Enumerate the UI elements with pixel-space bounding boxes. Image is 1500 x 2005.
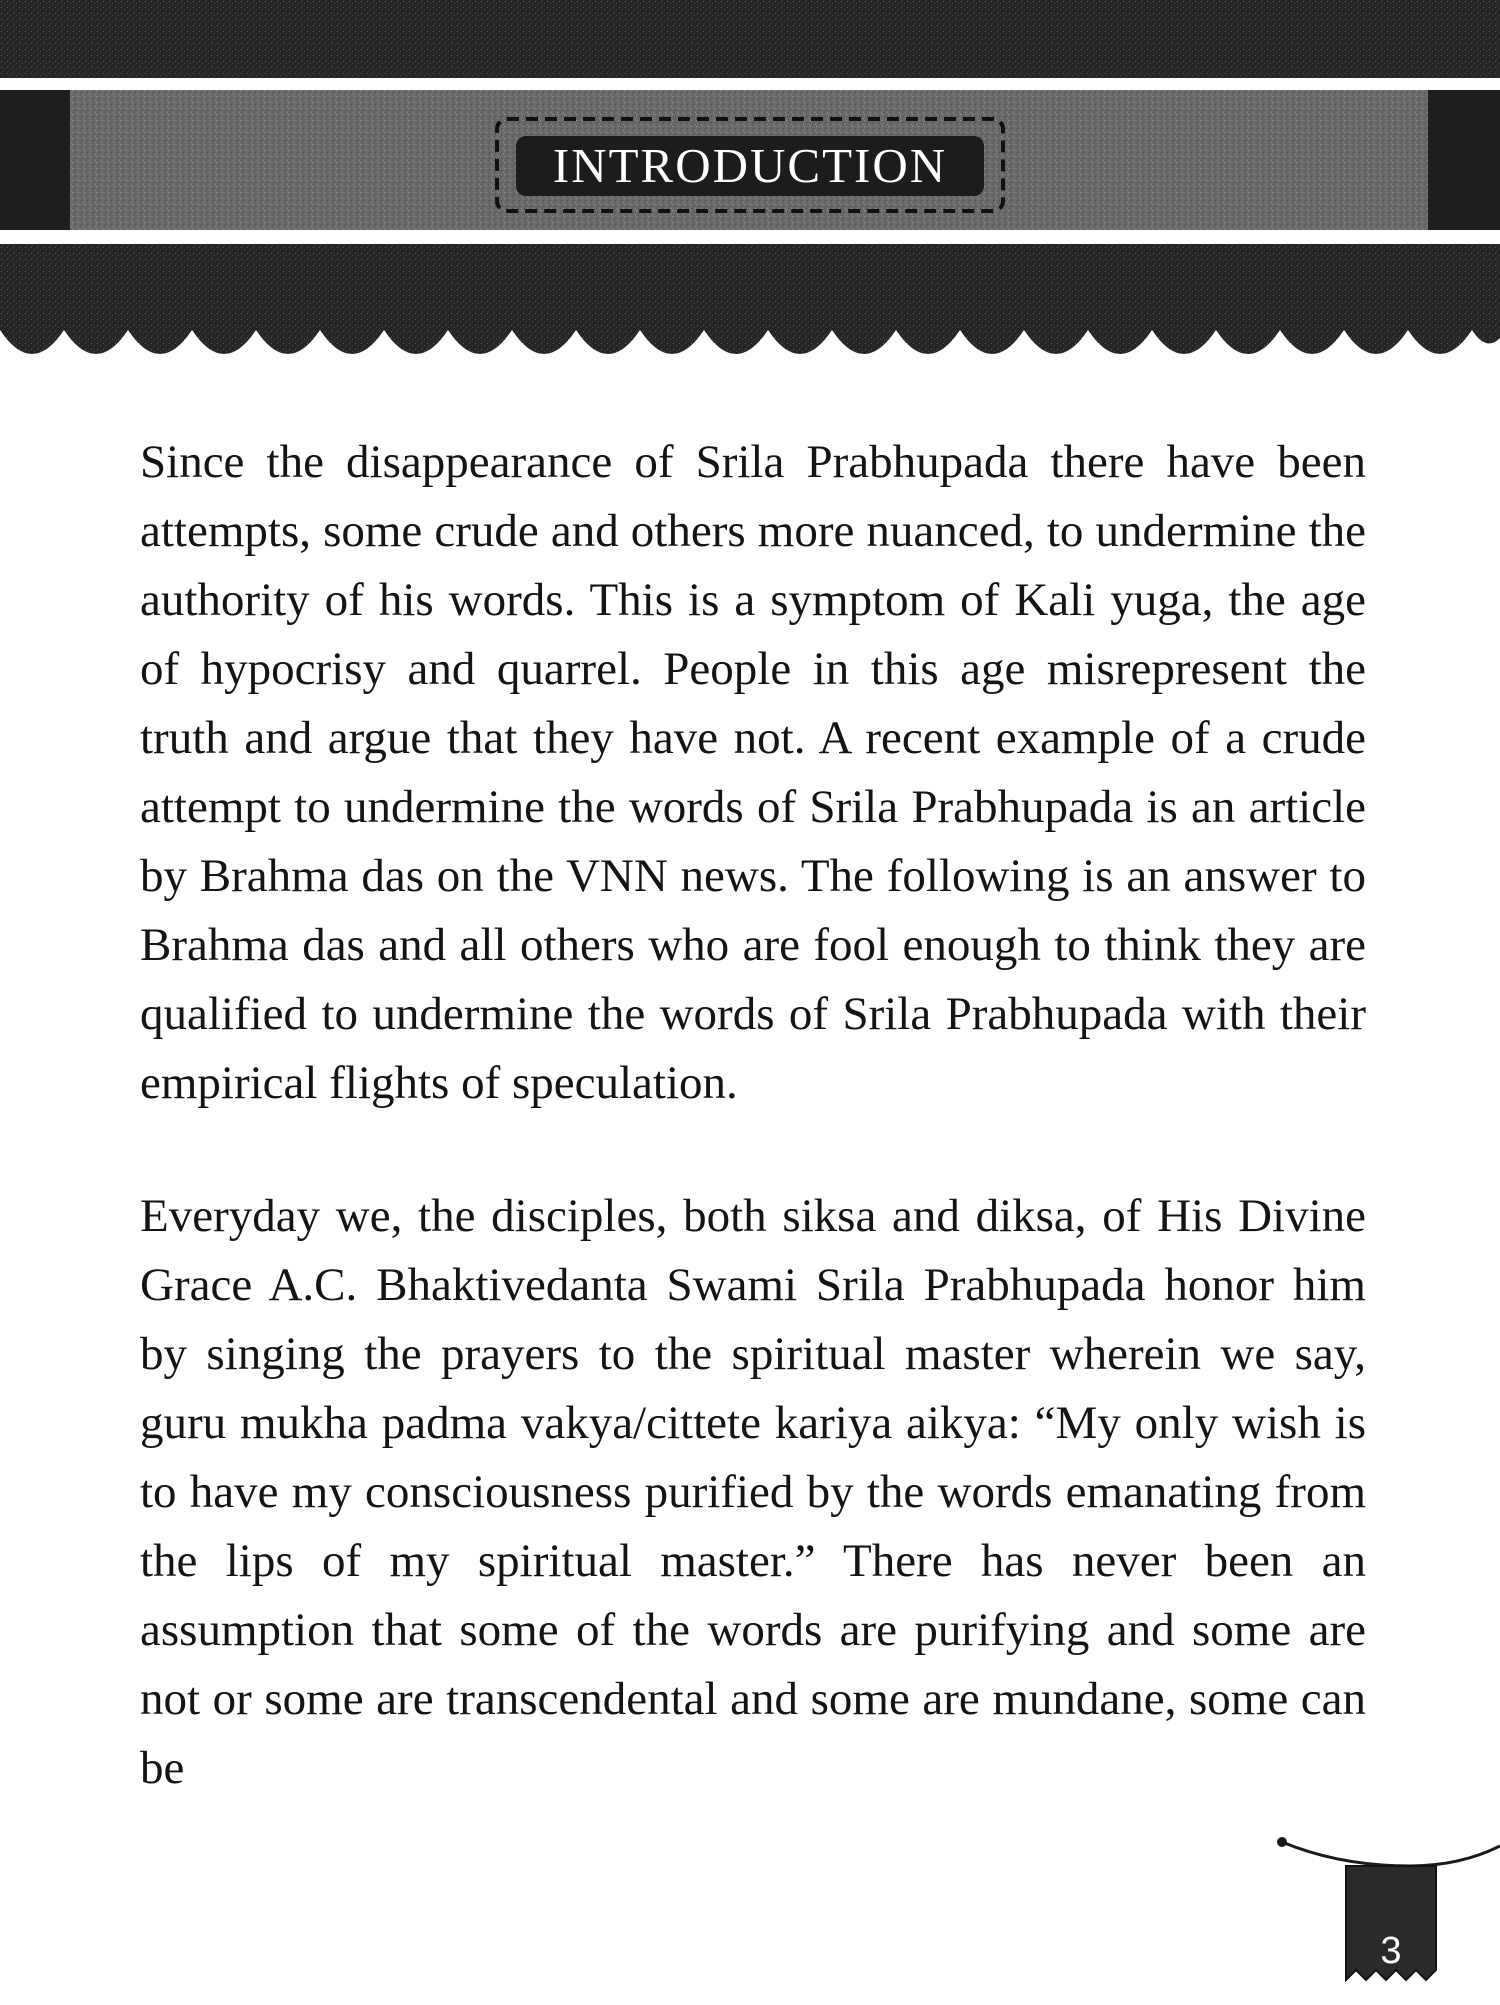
paragraph-1: Since the disappearance of Srila Prabhupada there have been attempts, some crude and others more nuanced, to undermine the authority of his words. This is a symptom of Kali yuga, the age of hypocrisy and quarrel. People in this age misrepresent the truth and argue that they have not. A recent example of a crude attempt to undermine the words of Srila Prabhupada is an article by Brahma das on the VNN news. The following is an answer to Brahma das and all others who are fool enough to think they are qualified to undermine the words of Srila Prabhupada with their empirical flights of speculation.: [140, 436, 1366, 1109]
header-top-strip: [0, 0, 1500, 78]
header-lower-strip: [0, 244, 1500, 330]
chapter-title: INTRODUCTION: [516, 136, 984, 196]
body-text: [140, 428, 1366, 1867]
paragraph-2: Everyday we, the disciples, both siksa and diksa, of His Divine Grace A.C. Bhaktivedanta Swami Srila Prabhupada honor him by singing the prayers to the spiritual master wherein we say, guru mukha padma vakya/cittete kariya aikya: “My only wish is to have my consciousness purified by the words emanating from the lips of my spiritual master.” There has never been an assumption that some of the words are purifying and some are not or some are transcendental and some are mundane, some can be: [140, 1190, 1366, 1794]
scalloped-border: [0, 328, 1500, 354]
page-number: 3: [1380, 1930, 1402, 1972]
